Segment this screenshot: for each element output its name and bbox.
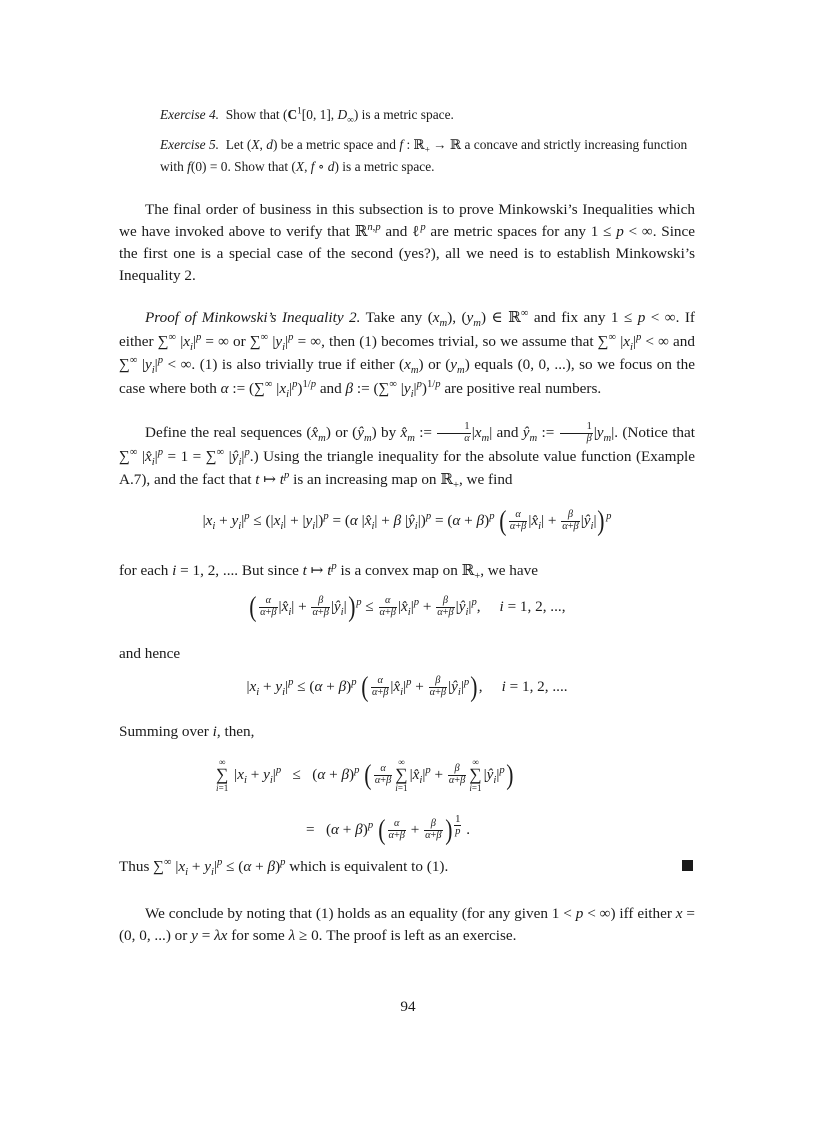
proof-paragraph-2: Define the real sequences $(x̂_m)$ or $(ŷ_m)$ by $x̂_m$ := $\frac{1}{\alpha}$ $|x_m|$ and $ŷ_m$ := $\frac{1}{\beta}$ $|y_m|$. (Notice that ∑∞ $|x̂_i|^p = 1 = \sum^\infty$ $|ŷ_i|^p$.) Using the triangle inequality for the absolute value function (Example A.7), and the fact that t ↦ $t^p$ is an increasing map on ℝ$_+$, we find: [119, 421, 695, 492]
qed-square-icon: [682, 860, 693, 871]
equation-4-line-1: ∞ ∑ i=1 $|x_i + y_i|^p \le (\alpha + \beta)^p$ ( $\frac{\alpha}{\alpha+\beta}$ ∞ ∑ $i=1|x̂_i|^p$ + $\frac{\beta}{\alpha+\beta}$ ∞ ∑ $i=1|ŷ_i|^p$): [216, 757, 514, 793]
equation-2: ( $\frac{\alpha}{\alpha+\beta}$ $|x̂_i|$ + $\frac{\beta}{\alpha+\beta}$ $|ŷ_i|)^p$ ≤ $\frac{\alpha}{\alpha+\beta}$ $|x̂_i|^p$ + $\frac{\beta}{\alpha+\beta}$ $|ŷ_i|^p$, i = 1, 2, ...,: [249, 591, 566, 623]
exercise-4: Exercise 4. Show that ($C^1[0$, 1], $D_\infty$) is a metric space.: [160, 106, 454, 126]
equation-1: $|x_i + y_i|^p \le (|x_i| + |y_i|)^p = (\alpha$ $|x̂_i| + \beta$ $|ŷ_i|)^p = (\alpha + \beta)^p$ ( $\frac{\alpha}{\alpha+\beta}$ $|x̂_i|$ + $\frac{\beta}{\alpha+\beta}$ $|ŷ_i|)^p$: [202, 505, 612, 537]
page-number: 94: [400, 998, 416, 1015]
equation-4-line-2: = $(\alpha + \beta)^p$ ( $\frac{\alpha}{\alpha+\beta}$ + $\frac{\beta}{\alpha+\beta}$ ) $^{\frac{1}{p}}$ .: [306, 814, 471, 847]
exercise-5: Exercise 5. Let (X, d) be a metric space and f : ℝ$_+$ → ℝ a concave and strictly increasing function with f(0) = 0. Show that (X, f ∘ d) is a metric space.: [160, 137, 688, 174]
text-thus: Thus ∑∞ $|x_i + y_i|^p \le (\alpha + \beta)^p$ which is equivalent to (1).: [119, 856, 449, 879]
text-and-hence: and hence: [119, 645, 181, 662]
equation-3: $|x_i + y_i|^p \le (\alpha + \beta)^p$ ( $\frac{\alpha}{\alpha+\beta}$ $|x̂_i|^p$ + $\frac{\beta}{\alpha+\beta}$ $|ŷ_i|^p$), i = 1, 2, ....: [246, 671, 568, 703]
intro-paragraph: The final order of business in this subsection is to prove Minkowski’s Inequalities which we have invoked above to verify that ℝ$^{n,p}$ and ℓ$^p$ are metric spaces for any 1 ≤ p < ∞. Since the first one is a special case of the second (yes?), all we need is to establish Minkowski’s Inequality 2.: [119, 201, 695, 284]
proof-paragraph-1: Proof of Minkowski’s Inequality 2. Take any $(x_m)$, $(y_m)$ ∈ ℝ∞ and fix any 1 ≤ p < ∞. If either ∑∞ $|x_i|^p$ = ∞ or ∑∞ $|y_i|^p$ = ∞, then (1) becomes trivial, so we assume that ∑∞ $|x_i|^p$ < ∞ and ∑∞ $|y_i|^p$ < ∞. (1) is also trivially true if either $(x_m)$ or $(y_m)$ equals (0, 0, ...), so we focus on the case where both α := (∑∞ $|x_i|^p)^{1/p}$ and β := (∑∞ $|y_i|^p)^{1/p}$ are positive real numbers.: [119, 307, 695, 400]
text-summing: Summing over i, then,: [119, 723, 255, 740]
text-for-each-i: for each i = 1, 2, .... But since t ↦ $t^p$ is a convex map on ℝ$_+$, we have: [119, 560, 538, 583]
concluding-paragraph: We conclude by noting that (1) holds as an equality (for any given 1 < p < ∞) iff either x = (0, 0, ...) or y = λx for some λ ≥ 0. The proof is left as an exercise.: [119, 905, 695, 944]
